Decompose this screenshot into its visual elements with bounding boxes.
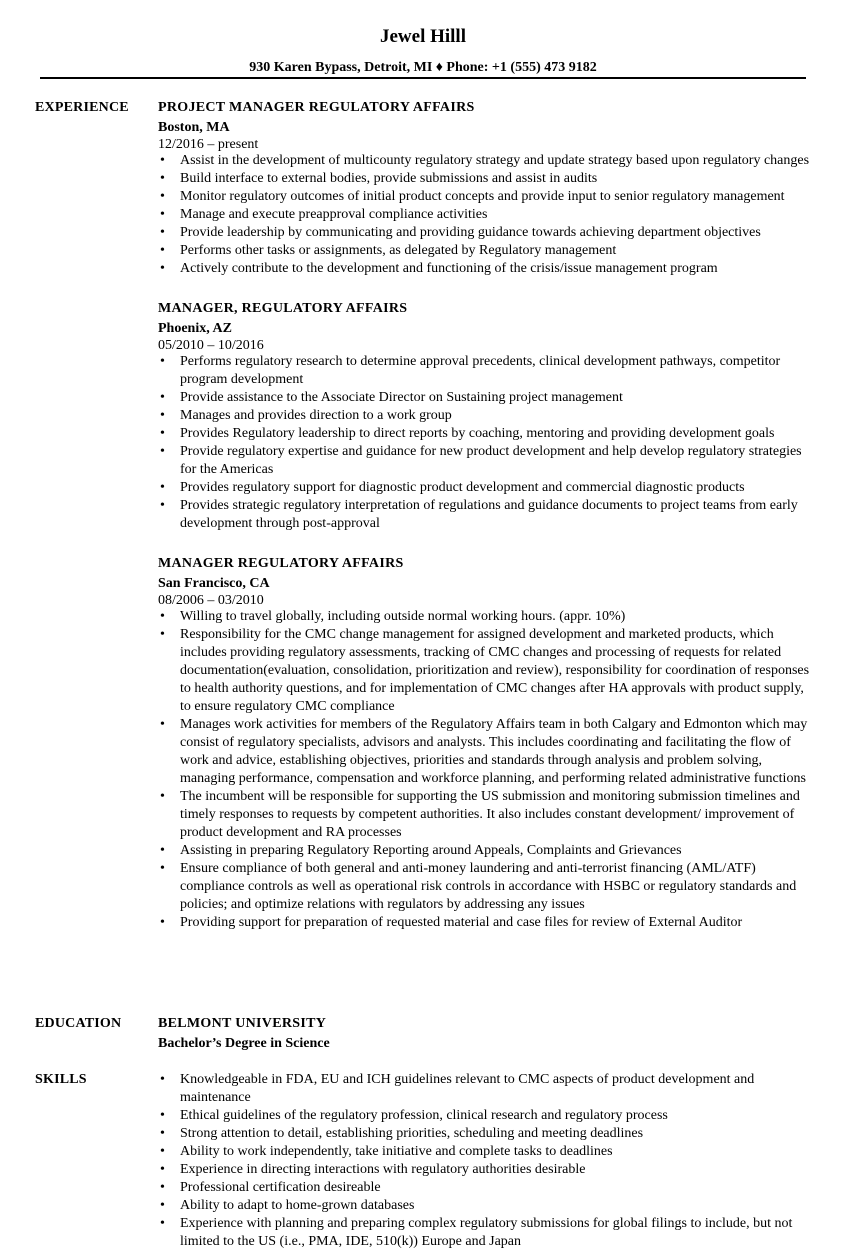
skills-body [158, 1071, 818, 1251]
bullet-icon: • [160, 189, 165, 204]
bullet-item [158, 353, 818, 389]
bullet-icon: • [160, 1216, 165, 1231]
bullet-text: Ensure compliance of both general and anti-money laundering and anti-terrorist financing (AML/ATF) compliance controls as well as operational risk controls in accordance with HSBC or regulatory standards and policies; and optimize relations with regulators by addressing any issues [180, 861, 797, 912]
bullet-icon: • [160, 717, 165, 732]
bullet-icon: • [160, 627, 165, 642]
skill-item [158, 1107, 818, 1125]
skill-item [158, 1215, 818, 1251]
skill-item [158, 1125, 818, 1143]
bullet-item [158, 224, 818, 242]
bullet-text: Provide regulatory expertise and guidance for new product development and help develop regulatory strategies for the Americas [180, 444, 802, 477]
bullet-icon: • [160, 1108, 165, 1123]
bullet-icon: • [160, 1144, 165, 1159]
bullet-icon: • [160, 261, 165, 276]
bullet-icon: • [160, 1162, 165, 1177]
bullet-item [158, 716, 818, 788]
header-divider [40, 77, 806, 79]
job-title: PROJECT MANAGER REGULATORY AFFAIRS [158, 100, 475, 115]
education-school: BELMONT UNIVERSITY [158, 1016, 327, 1031]
bullet-text: Monitor regulatory outcomes of initial product concepts and provide input to senior regulatory management [180, 189, 785, 204]
section-label-skills: SKILLS [35, 1072, 87, 1087]
bullet-icon: • [160, 1198, 165, 1213]
bullet-item [158, 170, 818, 188]
bullet-icon: • [160, 390, 165, 405]
bullet-item [158, 206, 818, 224]
bullet-item [158, 260, 818, 278]
skill-text: Professional certification desireable [180, 1180, 381, 1195]
bullet-text: Manages work activities for members of the Regulatory Affairs team in both Calgary and Edmonton which may consist of regulatory specialists, advisors and analysts. This includes coordinating and facilitating the flow of work and advice, establishing objectives, priorities and standards through analysis and problem solving, managing performance, compensation and workforce planning, and performing related administrative functions [180, 717, 808, 786]
bullet-icon: • [160, 480, 165, 495]
bullet-item [158, 242, 818, 260]
bullet-text: Actively contribute to the development and functioning of the crisis/issue management program [180, 261, 718, 276]
skill-text: Ability to work independently, take initiative and complete tasks to deadlines [180, 1144, 613, 1159]
bullet-item [158, 443, 818, 479]
skill-item [158, 1179, 818, 1197]
bullet-text: Provide assistance to the Associate Director on Sustaining project management [180, 390, 623, 405]
bullet-icon: • [160, 789, 165, 804]
job-bullets [158, 353, 818, 533]
skill-text: Strong attention to detail, establishing priorities, scheduling and meeting deadlines [180, 1126, 644, 1141]
bullet-icon: • [160, 225, 165, 240]
bullet-text: Manages and provides direction to a work group [180, 408, 452, 423]
bullet-icon: • [160, 171, 165, 186]
job-bullets [158, 608, 818, 932]
contact-line: 930 Karen Bypass, Detroit, MI ♦ Phone: +1 (555) 473 9182 [249, 60, 597, 75]
candidate-name: Jewel Hilll [379, 26, 466, 47]
job-entry [158, 99, 818, 278]
skill-text: Experience with planning and preparing complex regulatory submissions for global filings to include, but not limited to the US (i.e., PMA, IDE, 510(k)) Europe and Japan [180, 1216, 793, 1249]
education-degree: Bachelor’s Degree in Science [158, 1036, 330, 1051]
bullet-icon: • [160, 843, 165, 858]
experience-body [158, 99, 818, 954]
skill-item [158, 1197, 818, 1215]
bullet-item [158, 152, 818, 170]
job-dates: 08/2006 – 03/2010 [158, 593, 264, 608]
bullet-icon: • [160, 609, 165, 624]
job-location: San Francisco, CA [158, 576, 270, 591]
bullet-item [158, 914, 818, 932]
job-location: Phoenix, AZ [158, 321, 232, 336]
bullet-item [158, 860, 818, 914]
job-title: MANAGER, REGULATORY AFFAIRS [158, 301, 408, 316]
section-label-education: EDUCATION [35, 1016, 122, 1031]
bullet-item [158, 788, 818, 842]
bullet-icon: • [160, 1126, 165, 1141]
bullet-text: The incumbent will be responsible for supporting the US submission and monitoring submission timelines and timely responses to requests by competent authorities. It also includes constant development/ improvement of product development and RA processes [180, 789, 800, 840]
bullet-text: Performs other tasks or assignments, as delegated by Regulatory management [180, 243, 617, 258]
bullet-text: Manage and execute preapproval compliance activities [180, 207, 488, 222]
skill-text: Ability to adapt to home-grown databases [180, 1198, 415, 1213]
skill-text: Ethical guidelines of the regulatory profession, clinical research and regulatory process [180, 1108, 668, 1123]
job-entry [158, 555, 818, 932]
skill-text: Knowledgeable in FDA, EU and ICH guidelines relevant to CMC aspects of product development and maintenance [180, 1072, 755, 1105]
skill-item [158, 1143, 818, 1161]
bullet-item [158, 389, 818, 407]
education-body [158, 1015, 818, 1053]
bullet-text: Performs regulatory research to determine approval precedents, clinical development pathways, competitor program development [180, 354, 781, 387]
bullet-text: Willing to travel globally, including outside normal working hours. (appr. 10%) [180, 609, 626, 624]
bullet-item [158, 626, 818, 716]
bullet-icon: • [160, 1072, 165, 1087]
bullet-text: Assisting in preparing Regulatory Reporting around Appeals, Complaints and Grievances [180, 843, 682, 858]
skill-item [158, 1161, 818, 1179]
job-dates: 12/2016 – present [158, 137, 259, 152]
bullet-item [158, 842, 818, 860]
bullet-text: Providing support for preparation of requested material and case files for review of External Auditor [180, 915, 743, 930]
bullet-item [158, 497, 818, 533]
bullet-icon: • [160, 153, 165, 168]
bullet-icon: • [160, 861, 165, 876]
job-entry [158, 300, 818, 533]
bullet-text: Provides Regulatory leadership to direct reports by coaching, mentoring and providing development goals [180, 426, 775, 441]
bullet-icon: • [160, 408, 165, 423]
section-label-experience: EXPERIENCE [35, 100, 129, 115]
bullet-item [158, 608, 818, 626]
job-location: Boston, MA [158, 120, 230, 135]
bullet-icon: • [160, 444, 165, 459]
bullet-icon: • [160, 426, 165, 441]
bullet-item [158, 407, 818, 425]
bullet-text: Build interface to external bodies, provide submissions and assist in audits [180, 171, 598, 186]
bullet-icon: • [160, 915, 165, 930]
job-dates: 05/2010 – 10/2016 [158, 338, 264, 353]
skill-item [158, 1071, 818, 1107]
job-title: MANAGER REGULATORY AFFAIRS [158, 556, 404, 571]
bullet-text: Provides regulatory support for diagnostic product development and commercial diagnostic products [180, 480, 745, 495]
bullet-icon: • [160, 354, 165, 369]
bullet-icon: • [160, 207, 165, 222]
skill-text: Experience in directing interactions with regulatory authorities desirable [180, 1162, 586, 1177]
bullet-icon: • [160, 1180, 165, 1195]
bullet-icon: • [160, 243, 165, 258]
bullet-text: Provides strategic regulatory interpretation of regulations and guidance documents to project teams from early development through post-approval [180, 498, 798, 531]
bullet-item [158, 479, 818, 497]
skills-list [158, 1071, 818, 1251]
bullet-icon: • [160, 498, 165, 513]
bullet-item [158, 425, 818, 443]
bullet-text: Provide leadership by communicating and providing guidance towards achieving department objectives [180, 225, 761, 240]
bullet-text: Responsibility for the CMC change management for assigned development and marketed products, which includes providing regulatory assessments, tracking of CMC changes and processing of requests for related documentation(evaluation, consolidation, prioritization and review), responsibility for coordination of responses to health authority questions, and for implementation of CMC changes after HA approvals with product supply, to ensure regulatory CMC compliance [180, 627, 810, 714]
bullet-item [158, 188, 818, 206]
job-bullets [158, 152, 818, 278]
bullet-text: Assist in the development of multicounty regulatory strategy and update strategy based upon regulatory changes [180, 153, 810, 168]
